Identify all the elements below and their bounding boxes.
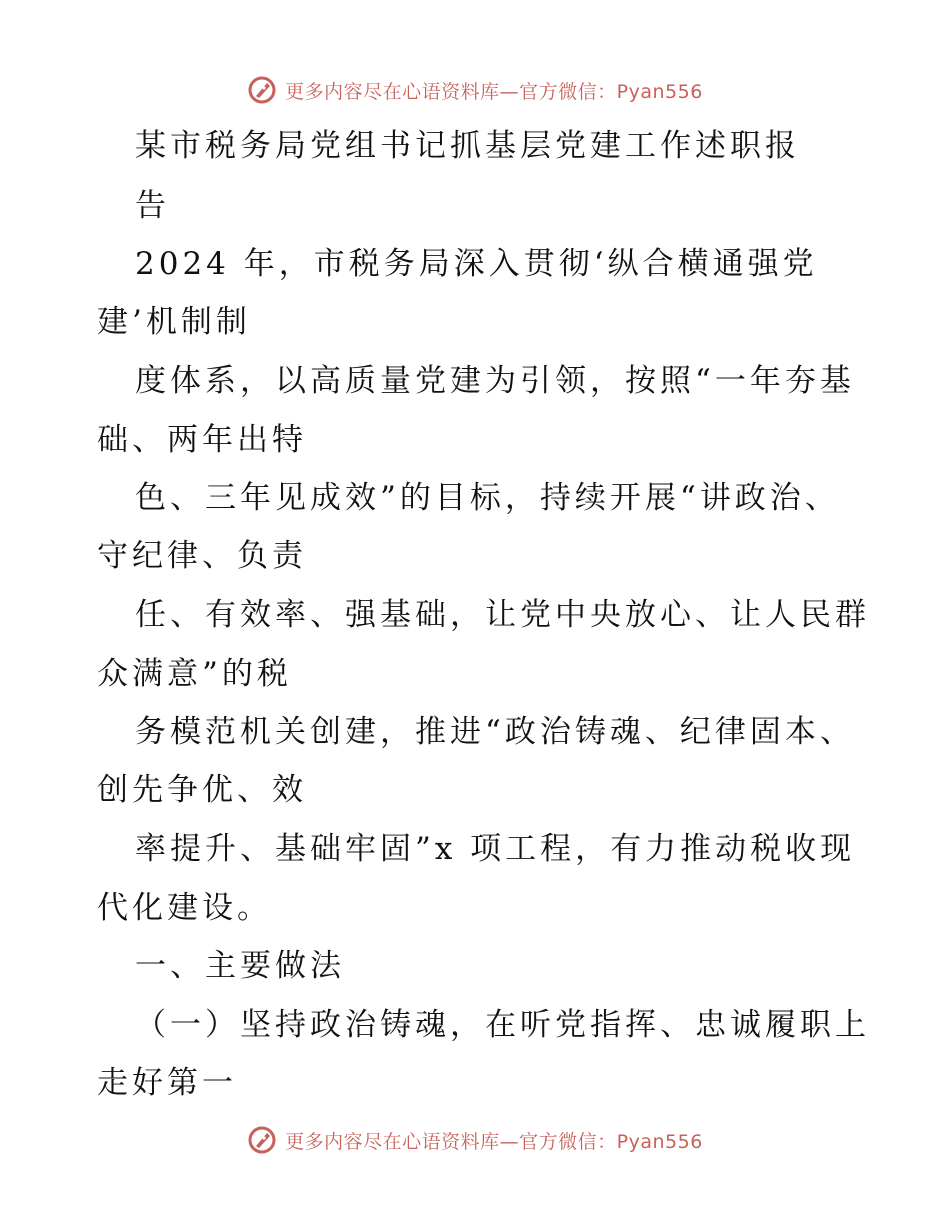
paragraph-line: 守纪律、负责 [97,538,307,574]
subsection-heading: （一）坚持政治铸魂，在听党指挥、忠诚履职上 [135,1007,870,1043]
paragraph-line: 众满意”的税 [97,656,292,692]
paragraph-line: 任、有效率、强基础，让党中央放心、让人民群 [135,597,870,633]
paragraph-line: 创先争优、效 [97,772,307,808]
title-line-2: 告 [135,188,170,224]
watermark-text: 更多内容尽在心语资料库—官方微信：Pyan556 [285,1130,703,1153]
pen-nib-circle-icon [247,75,277,105]
watermark-banner-bottom [0,1120,950,1160]
watermark-banner-top [0,70,950,110]
paragraph-line: 2024 年，市税务局深入贯彻‘纵合横通强党 [135,246,818,282]
paragraph-line: 色、三年见成效”的目标，持续开展“讲政治、 [135,480,840,516]
paragraph-line: 代化建设。 [97,890,272,926]
pen-nib-circle-icon [247,1125,277,1155]
section-heading: 一、主要做法 [135,948,345,984]
paragraph-line: 务模范机关创建，推进“政治铸魂、纪律固本、 [135,714,855,750]
paragraph-line: 度体系，以高质量党建为引领，按照“一年夯基 [135,363,855,399]
watermark-text: 更多内容尽在心语资料库—官方微信：Pyan556 [285,80,703,103]
paragraph-line: 建’机制制 [97,304,251,340]
paragraph-line: 础、两年出特 [97,422,307,458]
subsection-heading-continued: 走好第一 [97,1065,237,1101]
title-line-1: 某市税务局党组书记抓基层党建工作述职报 [135,128,800,164]
paragraph-line: 率提升、基础牢固”x 项工程，有力推动税收现 [135,831,856,867]
